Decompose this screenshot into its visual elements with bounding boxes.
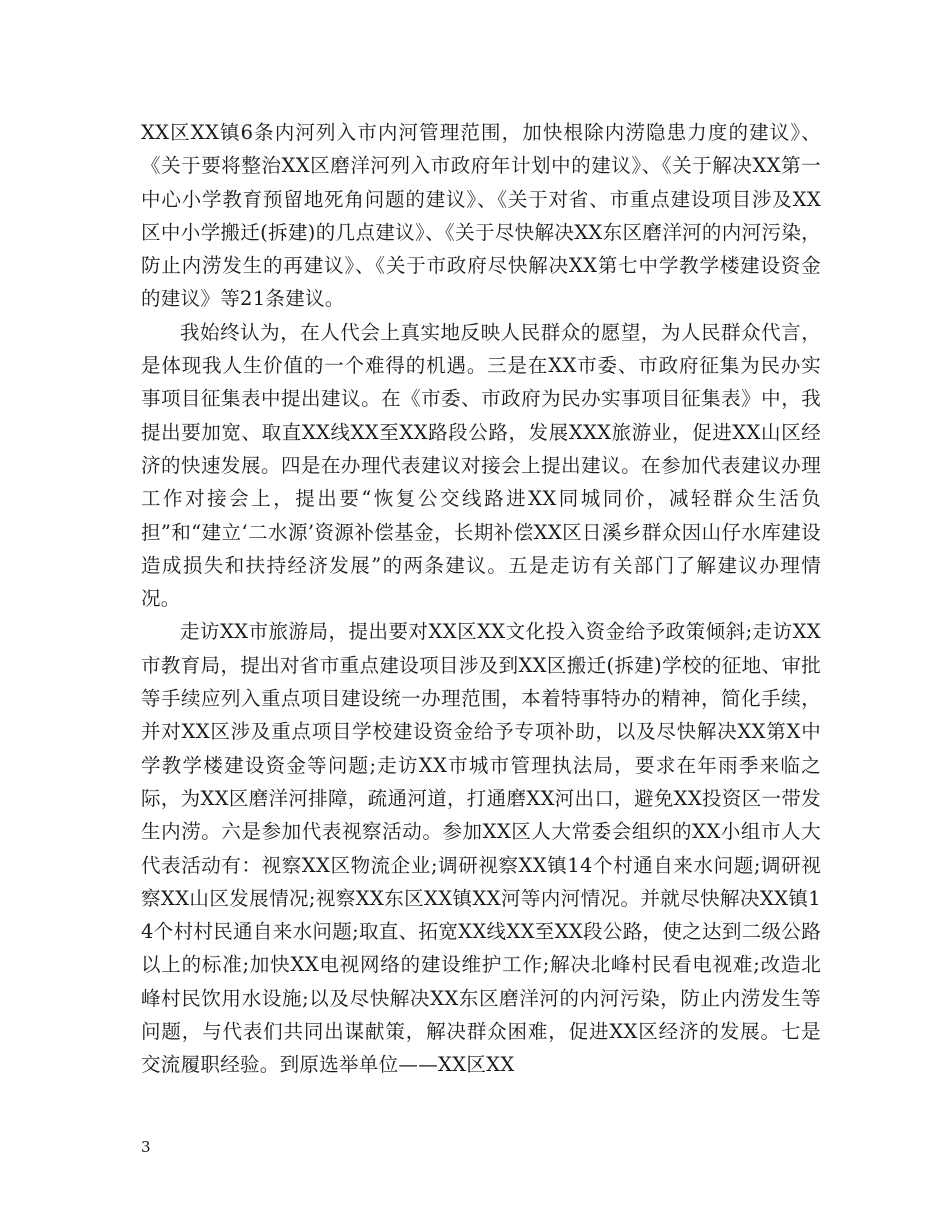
paragraph-2: 我始终认为，在人代会上真实地反映人民群众的愿望，为人民群众代言，是体现我人生价值的一个难得的机遇。三是在XX市委、市政府征集为民办实事项目征集表中提出建议。在《市委、市政府为民办实事项目征集表》中，我提出要加宽、取直XX线XX至XX路段公路，发展XXX旅游业，促进XX山区经济的快速发展。四是在办理代表建议对接会上提出建议。在参加代表建议办理工作对接会上，提出要“恢复公交线路进XX同城同价，减轻群众生活负担”和“建立‘二水源’资源补偿基金，长期补偿XX区日溪乡群众因山仔水库建设造成损失和扶持经济发展”的两条建议。五是走访有关部门了解建议办理情况。	[141, 320, 821, 611]
paragraph-3: 走访XX市旅游局，提出要对XX区XX文化投入资金给予政策倾斜;走访XX市教育局，提出对省市重点建设项目涉及到XX区搬迁(拆建)学校的征地、审批等手续应列入重点项目建设统一办理范围，本着特事特办的精神，简化手续，并对XX区涉及重点项目学校建设资金给予专项补助，以及尽快解决XX第X中学教学楼建设资金等问题;走访XX市城市管理执法局，要求在年雨季来临之际，为XX区磨洋河排障，疏通河道，打通磨XX河出口，避免XX投资区一带发生内涝。六是参加代表视察活动。参加XX区人大常委会组织的XX小组市人大代表活动有：视察XX区物流企业;调研视察XX镇14个村通自来水问题;调研视察XX山区发展情况;视察XX东区XX镇XX河等内河情况。并就尽快解决XX镇14个村村民通自来水问题;取直、拓宽XX线XX至XX段公路，使之达到二级公路以上的标准;加快XX电视网络的建设维护工作;解决北峰村民看电视难;改造北峰村民饮用水设施;以及尽快解决XX东区磨洋河的内河污染，防止内涝发生等问题，与代表们共同出谋献策，解决群众困难，促进XX区经济的发展。七是交流履职经验。到原选举单位——XX区XX	[141, 620, 821, 1077]
paragraph-1: XX区XX镇6条内河列入市内河管理范围，加快根除内涝隐患力度的建议》、《关于要将整治XX区磨洋河列入市政府年计划中的建议》、《关于解决XX第一中心小学教育预留地死角问题的建议》、《关于对省、市重点建设项目涉及XX区中小学搬迁(拆建)的几点建议》、《关于尽快解决XX东区磨洋河的内河污染，防止内涝发生的再建议》、《关于市政府尽快解决XX第七中学教学楼建设资金的建议》等21条建议。	[141, 121, 821, 311]
document-body	[141, 116, 821, 1082]
page-number: 3	[141, 1138, 151, 1156]
